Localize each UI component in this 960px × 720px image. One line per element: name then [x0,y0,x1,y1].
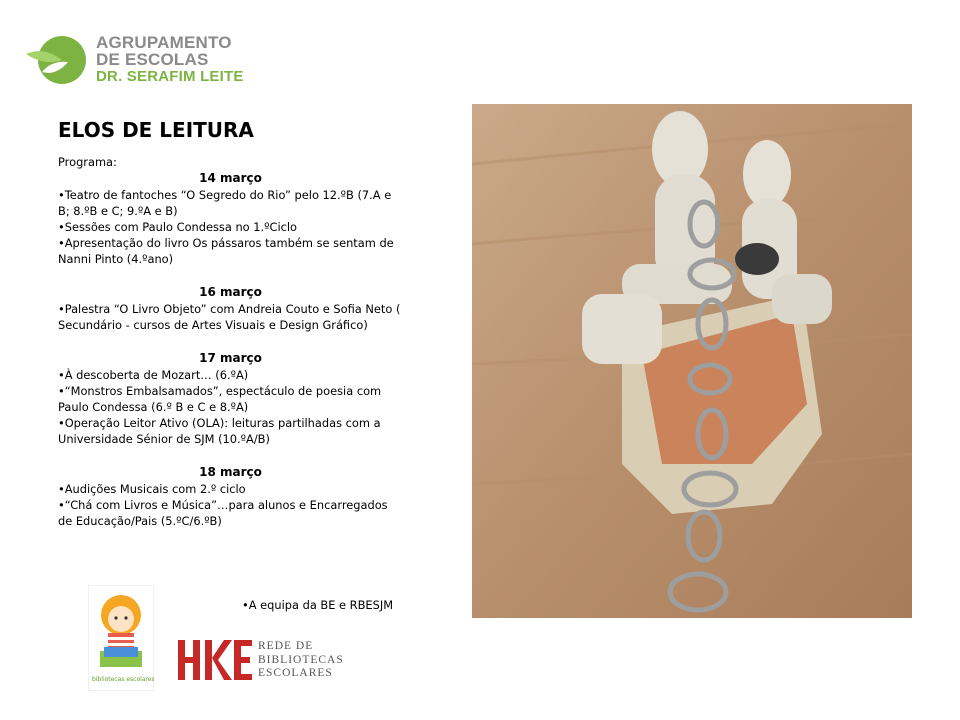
list-item: • Audições Musicais com 2.º ciclo [58,481,403,497]
clay-figures-photo [472,104,912,618]
mascot-caption: bibliotecas escolares [92,676,154,683]
leaf-logo-icon [24,32,90,88]
day-date: 17 março [199,351,262,365]
day-date: 18 março [199,465,262,479]
school-logo [24,32,264,88]
rbe-line3: ESCOLARES [258,667,333,679]
logo-line3: DR. SERAFIM LEITE [96,68,244,85]
program [58,154,403,529]
program-label: Programa: [58,155,117,169]
list-item: • Apresentação do livro Os pássaros também se sentam de Nanni Pinto (4.ºano) [58,235,403,267]
day-date: 14 março [199,171,262,185]
list-item: • “Chá com Livros e Música”…para alunos e Encarregados de Educação/Pais (5.ºC/6.ºB) [58,497,403,529]
list-item: • “Monstros Embalsamados”, espectáculo de poesia com Paulo Condessa (6.º B e C e 8.ºA) [58,383,403,415]
list-item: • À descoberta de Mozart… (6.ºA) [58,367,403,383]
rbe-logo [178,640,358,684]
bibliotecas-mascot [88,585,154,691]
day-date: 16 março [199,285,262,299]
list-item: • Operação Leitor Ativo (OLA): leituras partilhadas com a Universidade Sénior de SJM (10.ºA/B) [58,415,403,447]
day-block [58,170,403,267]
rbe-line2: BIBLIOTECAS [258,653,344,666]
team-credit-text: A equipa da BE e RBESJM [248,598,394,612]
list-item: • Sessões com Paulo Condessa no 1.ºCiclo [58,219,403,235]
team-credit: •A equipa da BE e RBESJM [242,598,394,612]
logo-line2: DE ESCOLAS [96,50,209,69]
list-item: • Palestra “O Livro Objeto” com Andreia Couto e Sofia Neto ( Secundário - cursos de Artes Visuais e Design Gráfico) [58,301,403,333]
page-title: ELOS DE LEITURA [58,118,254,142]
logo-text [96,34,244,85]
day-block [58,350,403,447]
logo-line1: AGRUPAMENTO [96,33,232,52]
list-item: • Teatro de fantoches “O Segredo do Rio” pelo 12.ºB (7.A e B; 8.ºB e C; 9.ºA e B) [58,187,403,219]
rbe-mark-icon [178,640,254,680]
rbe-line1: REDE DE [258,640,314,652]
rbe-text [258,640,344,681]
day-block [58,284,403,333]
day-block [58,464,403,529]
